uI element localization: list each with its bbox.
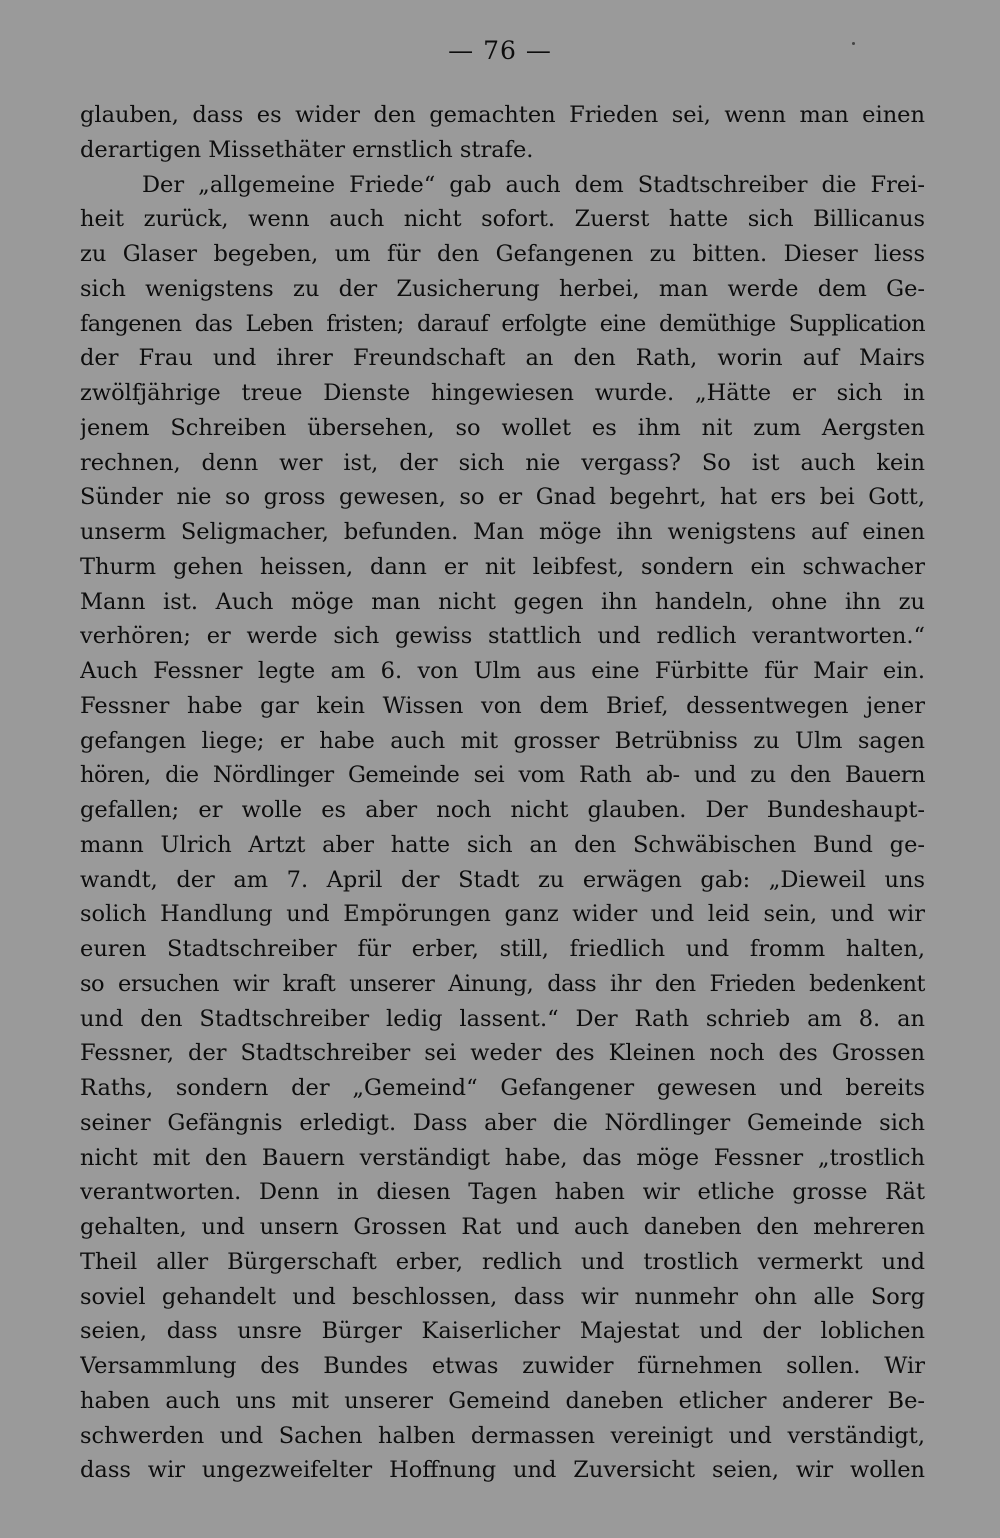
text-line: Sünder nie so gross gewesen, so er Gnad begehrt, hat ers bei Gott, xyxy=(80,484,925,511)
text-line: Der „allgemeine Friede“ gab auch dem Stadtschreiber die Frei- xyxy=(142,171,925,198)
text-line: derartigen Missethäter ernstlich strafe. xyxy=(80,136,534,163)
text-line: dass wir ungezweifelter Hoffnung und Zuversicht seien, wir wollen xyxy=(80,1457,925,1484)
text-line: mann Ulrich Artzt aber hatte sich an den Schwäbischen Bund ge- xyxy=(80,831,925,858)
text-line: fangenen das Leben fristen; darauf erfolgte eine demüthige Supplication xyxy=(80,310,925,337)
text-line: solich Handlung und Empörungen ganz wider und leid sein, und wir xyxy=(80,901,925,928)
text-line: seien, dass unsre Bürger Kaiserlicher Majestat und der loblichen xyxy=(80,1318,925,1345)
text-line: gefallen; er wolle es aber noch nicht glauben. Der Bundeshaupt- xyxy=(80,797,925,823)
text-line: der Frau und ihrer Freundschaft an den Rath, worin auf Mairs xyxy=(80,345,925,372)
text-line: Fessner habe gar kein Wissen von dem Brief, dessentwegen jener xyxy=(80,692,925,719)
text-line: euren Stadtschreiber für erber, still, friedlich und fromm halten, xyxy=(80,936,925,962)
text-line: jenem Schreiben übersehen, so wollet es ihm nit zum Aergsten xyxy=(80,414,925,441)
text-line: unserm Seligmacher, befunden. Man möge ihn wenigstens auf einen xyxy=(80,519,925,545)
text-line: Raths, sondern der „Gemeind“ Gefangener gewesen und bereits xyxy=(80,1075,925,1101)
text-line: glauben, dass es wider den gemachten Frieden sei, wenn man einen xyxy=(80,102,925,128)
text-line: haben auch uns mit unserer Gemeind daneben etlicher anderer Be- xyxy=(80,1387,925,1414)
text-line: Theil aller Bürgerschaft erber, redlich und trostlich vermerkt und xyxy=(80,1248,925,1275)
text-line: schwerden und Sachen halben dermassen vereinigt und verständigt, xyxy=(80,1422,925,1449)
text-line: wandt, der am 7. April der Stadt zu erwägen gab: „Dieweil uns xyxy=(80,866,925,893)
text-line: rechnen, denn wer ist, der sich nie vergass? So ist auch kein xyxy=(80,449,925,476)
text-line: so ersuchen wir kraft unserer Ainung, dass ihr den Frieden bedenkent xyxy=(80,970,925,997)
text-line: verhören; er werde sich gewiss stattlich und redlich verantworten.“ xyxy=(80,623,925,650)
text-line: verantworten. Denn in diesen Tagen haben wir etliche grosse Rät xyxy=(80,1179,925,1206)
text-line: Auch Fessner legte am 6. von Ulm aus eine Fürbitte für Mair ein. xyxy=(80,658,925,684)
text-line: Fessner, der Stadtschreiber sei weder des Kleinen noch des Grossen xyxy=(80,1040,925,1067)
text-line: sich wenigstens zu der Zusicherung herbei, man werde dem Ge- xyxy=(80,275,925,302)
text-line: Thurm gehen heissen, dann er nit leibfest, sondern ein schwacher xyxy=(80,553,925,580)
text-line: heit zurück, wenn auch nicht sofort. Zuerst hatte sich Billicanus xyxy=(80,206,925,233)
page-number: — 76 — xyxy=(448,36,552,65)
text-line: soviel gehandelt und beschlossen, dass wir nunmehr ohn alle Sorg xyxy=(80,1283,925,1310)
text-line: seiner Gefängnis erledigt. Dass aber die Nördlinger Gemeinde sich xyxy=(80,1109,925,1136)
text-line: nicht mit den Bauern verständigt habe, das möge Fessner „trostlich xyxy=(80,1144,925,1171)
text-line: Mann ist. Auch möge man nicht gegen ihn handeln, ohne ihn zu xyxy=(80,588,925,615)
text-line: zwölfjährige treue Dienste hingewiesen wurde. „Hätte er sich in xyxy=(80,380,925,406)
text-line: Versammlung des Bundes etwas zuwider fürnehmen sollen. Wir xyxy=(80,1353,925,1379)
text-line: und den Stadtschreiber ledig lassent.“ Der Rath schrieb am 8. an xyxy=(80,1005,925,1032)
text-line: hören, die Nördlinger Gemeinde sei vom Rath ab- und zu den Bauern xyxy=(80,762,925,789)
text-line: zu Glaser begeben, um für den Gefangenen zu bitten. Dieser liess xyxy=(80,241,925,267)
text-line: gefangen liege; er habe auch mit grosser Betrübniss zu Ulm sagen xyxy=(80,727,925,754)
text-line: gehalten, und unsern Grossen Rat und auch daneben den mehreren xyxy=(80,1214,925,1240)
body-text xyxy=(80,98,925,1488)
